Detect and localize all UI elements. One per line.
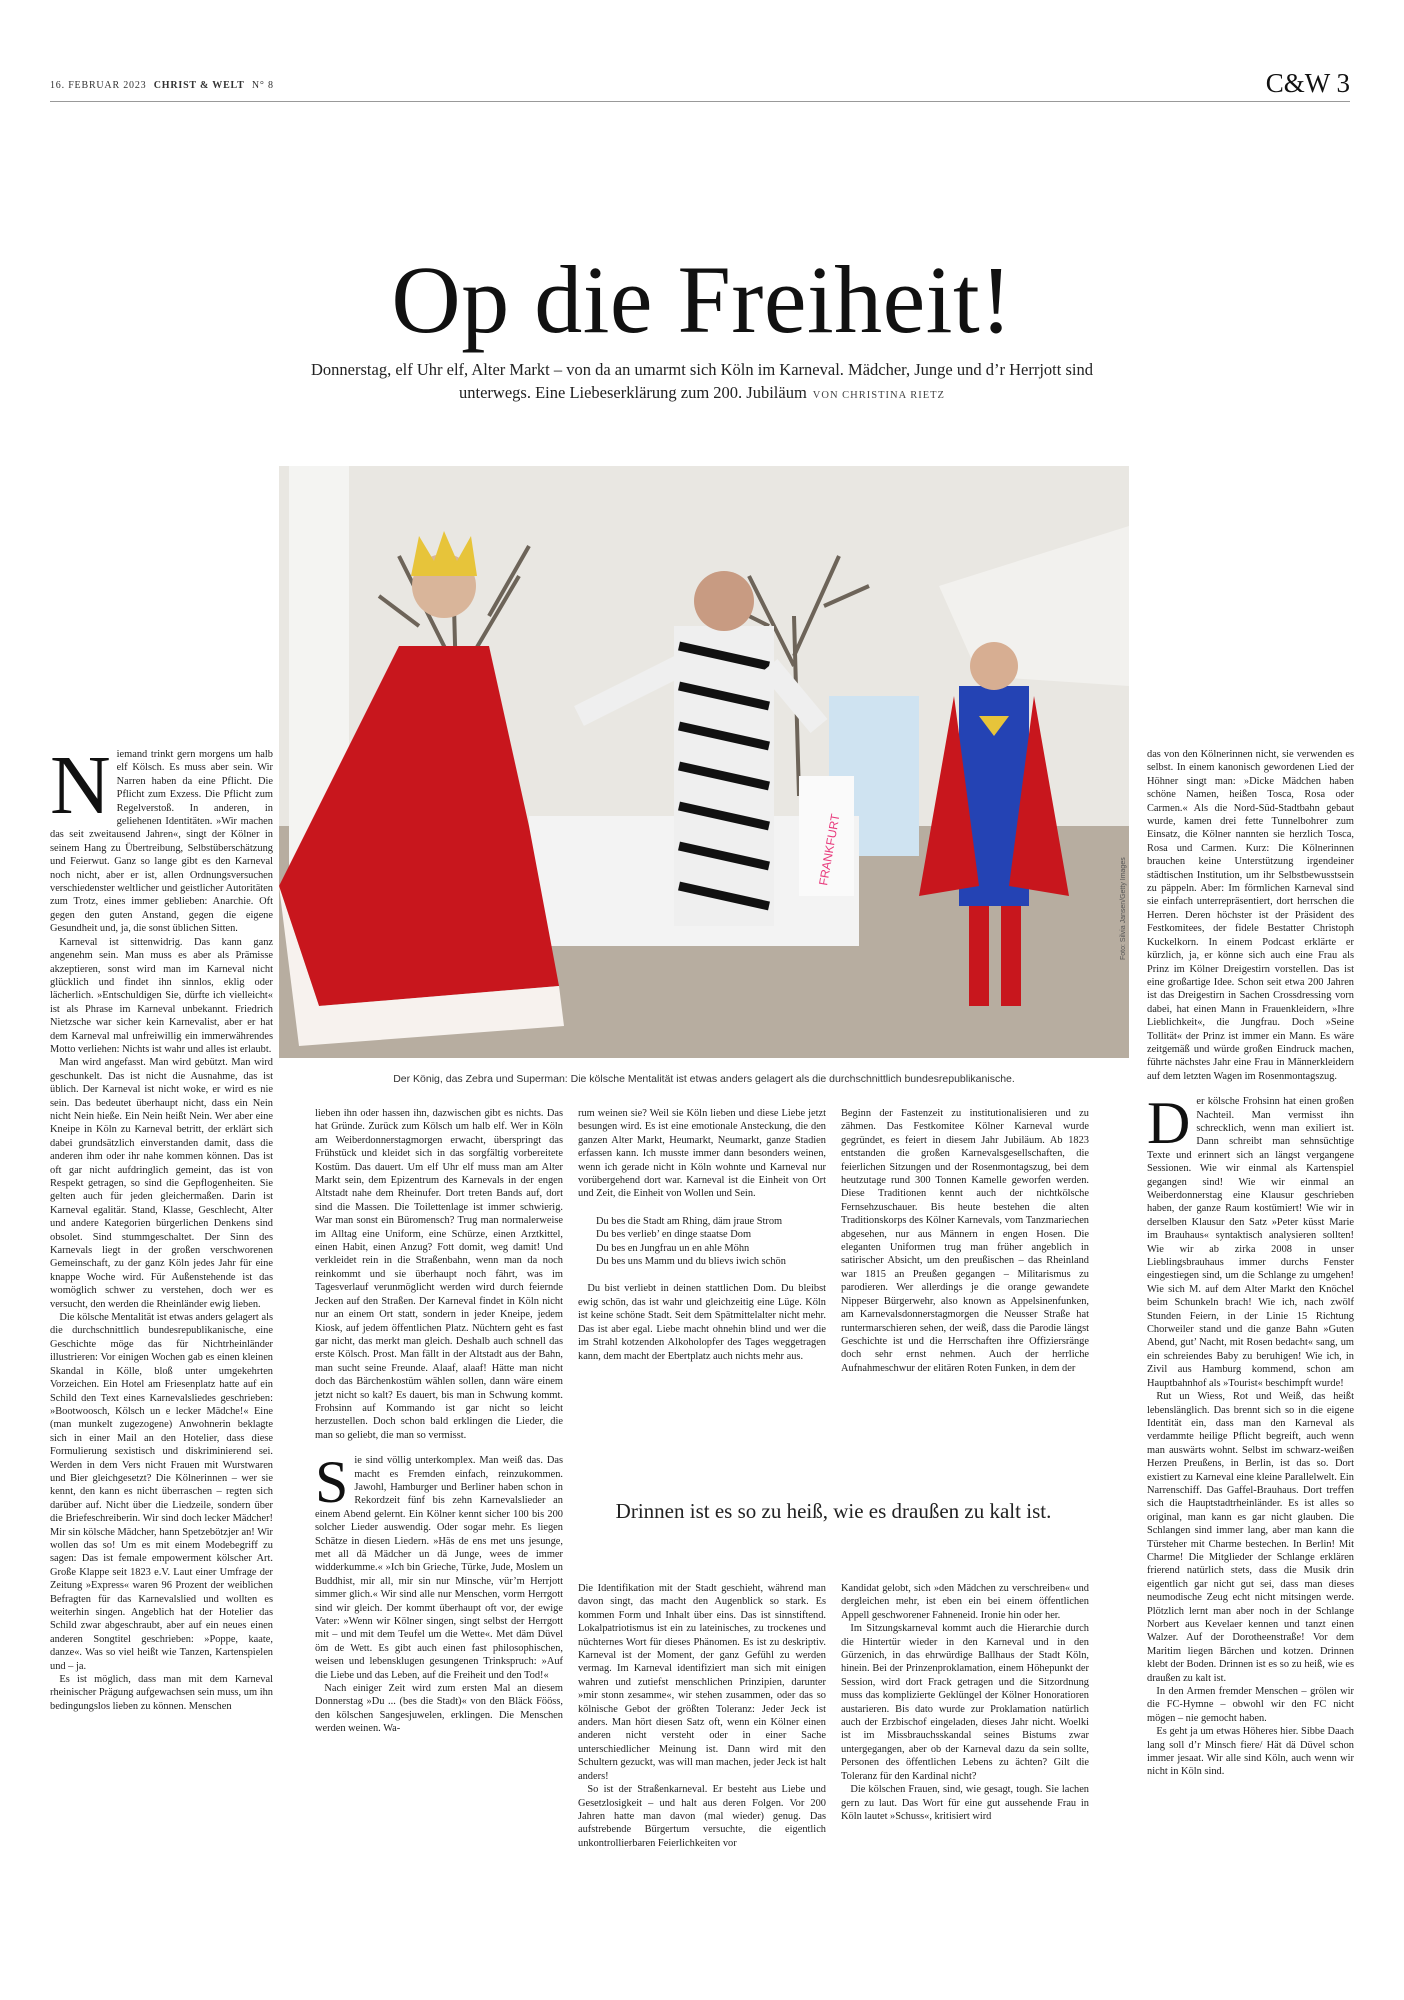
carnival-photo-illustration (279, 466, 1129, 1058)
byline: VON CHRISTINA RIETZ (812, 390, 945, 401)
column-3 (578, 1107, 826, 1482)
column-4 (841, 1107, 1089, 1482)
superman-leg-left (969, 906, 989, 1006)
article-deck (300, 358, 1104, 407)
verse-line: Du bes uns Mamm und du blievs iwich schön (596, 1256, 786, 1268)
paragraph: Die kölsche Mentalität ist etwas anders gelagert als die durchschnittlich bundesrepublikanische, eine Geschichte möge das für Nichtrheinländer illustrieren: Vor einigen Wochen gab es einen kleinen Skandal in Kölle, bloß unter umgekehrten Vorzeichen. Ein Hotel am Friesenplatz hatte auf ein Schild den Text eines Karnevalsliedes geschrieben: »Bootwoosch, Kölsch un e lecker Mädche!« Eine (man munkelt zugezogene) Anwohnerin beklagte sich in einer Mail an den Hotelier, dass diese Formulierung sexistisch und diskriminierend sei. Werden in dem Vers nicht Frauen mit Wurstwaren und Bier gleichgesetzt? Die Kölnerinnen – wer sie kennt, den kann es nicht überraschen – regten sich darüber auf. Nicht über die Liedzeile, sondern über die Briefeschreiberin. Wir sind doch lecker Mädcher! Mir sin kölsche Mädcher, hann Spetzebötzjer an! Wir wollen das so! Um es mit einem Modebegriff zu sagen: Das ist female empowerment kölscher Art. Große Klappe seit 1823 e.V. Laut einer Umfrage der Zeitung »Express« waren 96 Prozent der weiblichen Befragten für das Karnevalslied und wollten es weiterhin singen. Angeblich hat der Hotelier das Schild zwar abgeschraubt, aber auf ein neues einen anderen Songtitel geschrieben: »Poppe, kaate, danze«. Was so viel heißt wie Tanzen, Kartenspielen und – ja. (50, 1312, 273, 1672)
article-headline: Op die Freiheit! (391, 246, 1013, 354)
superman-head (970, 642, 1018, 690)
paragraph: ie sind völlig unterkomplex. Man weiß das. Das macht es Fremden einfach, reinzukommen. Jawohl, Hamburger und Berliner haben schon in Rekordzeit fünf bis zehn Karnevalslieder an einem Abend gelernt. Ein Kölner kennt sicher 100 bis 200 solcher Lieder auswendig. Oder sogar mehr. Es liegen Schätze in diesen Liedern. »Häs de ens met uns jesunge, met all dä Mädcher un dä Junge, wees de immer widderkumme.« »Ich bin Grieche, Türke, Jude, Moslem un Buddhist, mir all, mir sin nur Minsche, vür’m Herrjott simmer glich.« Wir sind alle nur Menschen, vorm Herrgott sind wir gleich. Der kommt überhaupt oft vor, der ewige Vater: »Wenn wir Kölner singen, singt selbst der Herrgott mit – und mit dem Teufel um die Wette«. Met däm Düvel öm de Wett. Es gibt auch einen fast philosophischen, weisen und lebensklugen gesungenen Trinkspruch: »Auf die Liebe und das Leben, auf die Freiheit und den Tod!« (315, 1455, 563, 1681)
column-4-lower (841, 1582, 1089, 1882)
paragraph: In den Armen fremder Menschen – grölen wir die FC-Hymne – obwohl wir den FC nicht mögen – nie gemocht haben. (1147, 1686, 1354, 1724)
paragraph: Im Sitzungskarneval kommt auch die Hierarchie durch die Hintertür wieder in den Karneval und in den Gürzenich, in das ehrwürdige Ballhaus der Stadt Köln, hinein. Bei der Prinzenproklamation, einem Höhepunkt der Session, wird dort Frack getragen und die Sitzordnung muss das komplizierte Geklüngel der Kölner Honoratioren austarieren. Bis dato wurde zur Proklamation natürlich auch der Erzbischof eingeladen, dieses Jahr nicht. Woelki ist im Missbrauchsskandal seines Bistums zwar untergegangen, aber ob der Karneval dazu da sein sollte, Personen des öffentlichen Lebens zu ächten? Gilt die Toleranz für den Kardinal nicht? (841, 1623, 1089, 1782)
paragraph: Kandidat gelobt, sich »den Mädchen zu verschreiben« und dergleichen mehr, ist eben ein bei einem öffentlichen Appell geschworener Fahneneid. Ironie hin oder her. (841, 1583, 1089, 1621)
dropcap-n: N (50, 739, 111, 832)
column-2 (315, 1107, 563, 1877)
issue-number: N° 8 (251, 80, 274, 91)
lead-photo (279, 466, 1129, 1058)
paragraph: das von den Kölnerinnen nicht, sie verwenden es selbst. In einem kanonisch gewordenen Lied der Höhner singt man: »Dicke Mädchen haben schöne Namen, heißen Tosca, Rosa oder Carmen.« Als die Nord-Süd-Stadtbahn gebaut wurde, kamen drei fette Tunnelbohrer zum Einsatz, die Kölner nannten sie herzlich Tosca, Rosa und Carmen. Kurz: Die Kölnerinnen brauchen keine Unterstützung irgendeiner städtischen Institution, um ihr Selbstbewusstsein zu päppeln. Aber: Im förmlichen Karneval sind sie einfach unterrepräsentiert, dort herrschen die Herren. Deren höchster ist der Präsident des Festkomitees, der fidele Bestatter Christoph Kuckelkorn. In einem Podcast erklärte er kürzlich, ja, er könne sich auch eine Frau als Prinz im Kölner Dreigestirn vorstellen. Das ist eine großartige Idee. Schon seit etwa 200 Jahren ist das Dreigestirn in Sachen Crossdressing vorn dabei, hat einen Mann in Frauenkleidern, »Ihre Lieblichkeit«, die Jungfrau. Doch »Seine Tollität« der Prinz ist immer ein Mann. Es wäre zeitgemäß und würde großen Eindruck machen, führte nächstes Jahr eine Frau in Männerkleidern auf dem letzten Wagen im Rosenmontagszug. (1147, 749, 1354, 1082)
pull-quote: Drinnen ist es so zu heiß, wie es draußen zu kalt ist. (615, 1499, 1052, 1523)
zebra-face (694, 571, 754, 631)
paragraph: er kölsche Frohsinn hat einen großen Nachteil. Man vermisst ihn schrecklich, wenn man exiliert ist. Dann schreibt man sehnsüchtige Texte und erinnert sich an längst vergangene Sessionen. Wie wir einmal als Kartenspiel gegangen sind! Wie wir einmal an Weiberdonnerstag eine Klausur geschrieben haben, der ganze Raum kostümiert! Wie wir in derselben Klausur den Satz »Peter küsst Marie im Brauhaus« syntaktisch analysieren sollten! Wie wir ab zirka 2008 in unser Lieblingsbrauhaus immer durchs Fenster eingestiegen sind, um die Schlange zu umgehen! Wie sich M. auf dem Alter Markt den Knöchel beim Schunkeln brach! Wie ich, nach zwölf Stunden Feiern, in der Linie 15 Richtung Chorweiler stand und die ganze Bahn »Guten Abend, gut’ Nacht, mit Rosen bedacht« sang, um ein schreiendes Baby zu beruhigen! Wie ich, in Zivil aus Hamburg kommend, schon am Hauptbahnhof als »Tourist« beschimpft wurde! (1147, 1096, 1354, 1389)
paragraph: Nach einiger Zeit wird zum ersten Mal an diesem Donnerstag »Du ... (bes die Stadt)« von den Bläck Fööss, den kölschen Sangesjuwelen, erklingen. Die Menschen werden weinen. Wa- (315, 1683, 563, 1735)
paragraph: Es geht ja um etwas Höheres hier. Sibbe Daach lang soll d’r Minsch fiere/ Hät dä Düvel schon immer jesaat. Wir alle sind Köln, auch wenn wir nicht in Köln sind. (1147, 1726, 1354, 1778)
paragraph: Man wird angefasst. Man wird gebützt. Man wird geschunkelt. Das ist nicht die Ausnahme, das ist üblich. Der Karneval ist nicht woke, er wird es nie sein. Das bedeutet überhaupt nicht, dass ein Nein nicht Nein hieße. Ein Nein heißt Nein. Wer aber eine Kneipe in Köln zu Karneval betritt, der erklärt sich dabei grundsätzlich einverstanden damit, dass die anderen ihm oder ihr nahe kommen können. Das ist oft gar nicht aufdringlich gemeint, das ist von Respekt getragen, so sind die Gepflogenheiten. Sie gelten auch für jeden gleichermaßen. Darin ist Karneval egalitär. Stand, Klasse, Geschlecht, Alter und andere Kategorien bürgerlichen Denkens sind obsolet. Sind stummgeschaltet. Der Sinn des Karnevals liegt in der großen verschworenen Gemeinschaft, zu der ganz Köln jedes Jahr für eine knappe Woche wird. Für Außenstehende ist das womöglich schwer zu verstehen, doch wer es versucht, den werden die Rheinländer ewig lieben. (50, 1057, 273, 1310)
superman-leg-right (1001, 906, 1021, 1006)
paragraph: Die kölschen Frauen, sind, wie gesagt, tough. Sie lachen gern zu laut. Das Wort für eine gut aussehende Frau in Köln lautet »Schuss«, kritisiert wird (841, 1784, 1089, 1822)
verse-line: Du bes en Jungfrau un en ahle Möhn (596, 1242, 750, 1254)
paragraph: rum weinen sie? Weil sie Köln lieben und diese Liebe jetzt besungen wird. Es ist eine emotionale Ansteckung, die den ganzen Alter Markt, Heumarkt, Neumarkt, ganze Stadien erfassen kann. Ich musste immer dann besonders weinen, wenn ich gerade nicht in Köln wohnte und Karneval nur vorübergehend dort war. Karneval ist die Einheit von Ort und Zeit, die Einheit von Wollen und Sein. (578, 1108, 826, 1200)
page-header (50, 80, 278, 91)
header-rule (50, 101, 1350, 102)
verse-line: Du bes verlieb’ en dinge staatse Dom (596, 1229, 752, 1241)
paragraph: lieben ihn oder hassen ihn, dazwischen gibt es nichts. Das hat Gründe. Zurück zum Kölsch um halb elf. Wer in Köln am Weiberdonnerstagmorgen erwacht, überspringt das Frühstück und kleidet sich in das sorgfältig vorbereitete Kostüm. Das dauert. Um elf Uhr elf muss man am Alter Markt sein, dem Epizentrum des Karnevals in der engen Altstadt nahe dem Rheinufer. Dort treten Bands auf, dort sind die Massen. Die Toilettenlage ist immer schwierig. War man sonst ein Büromensch? Trug man normalerweise im Alltag eine Uniform, eine Schürze, einen Arztkittel, einen Habit, einen Anzug? Fott domit, weg damit! Und verkleidet rein in die Straßenbahn, wenn man da noch reinkommt und sie überhaupt noch fährt, was im Tagesverlauf verunmöglicht werden wird durch feiernde Jecken auf den Straßen. Der Karneval findet in Köln nicht nur an einem Ort statt, sondern in jeder Kneipe, jedem Kiosk, auf jedem öffentlichen Platz. Nüchtern geht es fast gar nicht, das merkt man gleich. Deshalb auch schnell das erste Kölsch. Prost. Man fällt in der Altstadt aus der Bahn, man sucht seine Freunde. Alaaf, alaaf! Hätte man nicht doch das Bärchenkostüm wählen sollen, dann wäre einem jetzt nicht so kalt? Es dauert, bis man in Schwung kommt. Frohsinn auf Kommando ist gar nicht so leicht herzustellen. Doch schon bald erklingen die Lieder, die man so geliebt, die man so vermisst. (315, 1108, 563, 1441)
paragraph: Die Identifikation mit der Stadt geschieht, während man davon singt, das macht den Augenblick so stark. Es kommen Form und Inhalt über eins. Das ist sinnstiftend. Lokalpatriotismus ist ein zu lateinisches, zu trockenes und nüchternes Wort für dieses Phänomen. Es ist zu deskriptiv. Karneval ist der Moment, der ganz Gefühl zu werden vermag. Im Karneval identifiziert man sich mit einigen wahren und zutiefst menschlichen Prinzipien, darunter »mir stonn zesamme«, wir stehen zusammen, oder das so kölnische Gebot der größten Toleranz: Jeder Jeck ist anders. Man hört diesen Satz oft, wenn ein Kölner einen anderen nicht versteht oder in einer Sache unterschiedlicher Meinung ist. Dann wird mit den Schultern gezuckt, was will man machen, jeder Jeck ist halt anders! (578, 1583, 826, 1782)
paragraph: Karneval ist sittenwidrig. Das kann ganz angenehm sein. Man muss es aber als Prämisse akzeptieren, sonst wird man im Karneval nicht glücklich und findet ihn sinnlos, eklig oder lächerlich. »Entschuldigen Sie, dürfte ich vielleicht« ist als Phrase im Karneval unbekannt. Friedrich Nietzsche war sicher kein Karnevalist, aber er hat dem Karneval mal unfreiwillig ein immerwährendes Motto verliehen: Nichts ist wahr und alles ist erlaubt. (50, 936, 273, 1055)
verse-line: Du bes die Stadt am Rhing, däm jraue Strom (596, 1215, 783, 1227)
song-verse (596, 1215, 826, 1269)
photo-caption: Der König, das Zebra und Superman: Die kölsche Mentalität ist etwas anders gelagert als die durchschnittlich bundesrepublikanische. (393, 1073, 1015, 1085)
paragraph: Rut un Wiess, Rot und Weiß, das heißt lebenslänglich. Das brennt sich so in die eigene Identität ein, dass man den Karneval als verdammte heilige Pflicht begreift, auch wenn man auswärts wohnt. Selbst im schwarz-weißen Herzen Preußens, in Berlin, ist das so. Dort existiert zu Karneval eine kleine Parallelwelt. Ein Narrenschiff. Das Gaffel-Brauhaus. Dort treffen sich die Hauptstadtrheinländer. Es ist alles so original, man kann es gar nicht glauben. Die Schlangen sind immer lang, aber man kann die Türsteher mit Charme bestechen. In Berlin! Mit Charme! Die Mitglieder der Schlange erklären frierend natürlich stets, dass die Musik drin eigentlich gar nicht gut sei, dass man dieses neumodische Zeug echt nicht mitsingen werde. Plötzlich lernt man aber noch in der Schlange Norbert aus Kevelaer kennen und tanzt einen Walzer. Auf der Dorotheenstraße! Vor dem Maritim liegen Bärchen und kotzen. Drinnen klebt der Boden. Drinnen ist es so zu heiß, wie es draußen zu kalt ist. (1147, 1391, 1354, 1684)
issue-date: 16. FEBRUAR 2023 (50, 80, 147, 91)
paragraph: Beginn der Fastenzeit zu institutionalisieren und zu zähmen. Das Festkomitee Kölner Karneval wurde gegründet, es feiert in diesem Jahr Jubiläum. Ab 1823 entstanden die großen Karnevalsgesellschaften, die feierlichen Sitzungen und der Rosenmontagszug, bei dem heutzutage rund 300 Tonnen Kamelle geworfen werden. Diese Traditionen kennt auch der nichtkölsche Fernsehzuschauer. Bis heute bestehen die alten Traditionskorps des Kölner Karnevals, vom Tanzmariechen abgesehen, nur aus Männern in engen Hosen. Die eleganten Uniformen trug man früher angeblich in satirischer Absicht, um den preußischen – das Rheinland war 1815 an Preußen gegangen – Militarismus zu parodieren. Wer allerdings je die orange gewandete Nippeser Bürgerwehr, also known as Appelsinenfunken, am Karnevalsdonnerstagmorgen die Neusser Straße hat runtermarschieren sehen, der weiß, dass die Parodie längst Geschichte ist und die Herrschaften ihre Offiziersränge doch sehr ernst nehmen. Auch der herrliche Aufnahmeschwur der elitären Roten Funken, in dem der (841, 1108, 1089, 1374)
paragraph: Es ist möglich, dass man mit dem Karneval rheinischer Prägung aufgewachsen sein muss, um ihn bedingungslos lieben zu können. Menschen (50, 1674, 273, 1712)
paragraph: iemand trinkt gern morgens um halb elf Kölsch. Es muss aber sein. Wir Narren haben da eine Pflicht. Die Pflicht zum Exzess. Die Pflicht zum Regelverstoß. In anderen, in geliehenen Identitäten. »Wir machen das seit zweitausend Jahren«, singt der Kölner in seinem Hang zu Übertreibung, Selbstüberschätzung und Feierwut. Ganz so lange gibt es den Karneval noch nicht, aber er ist, allen Ordnungsversuchen verschiedenster weltlicher und geistlicher Autoritäten zum Trotz, eines immer geblieben: Anarchie. Oft gegen den guten Anstand, gegen die eigene Gesundheit und, ja, die sonst üblichen Sitten. (50, 749, 273, 935)
photo-credit: Foto: Silvia Jansen/Getty Images (1120, 857, 1127, 960)
dropcap-s: S (315, 1449, 349, 1516)
paragraph: Du bist verliebt in deinen stattlichen Dom. Du bleibst ewig schön, das ist wahr und gleichzeitig eine Lüge. Köln ist keine schöne Stadt. Seit dem Spätmittelalter nicht mehr. Das ist aber egal. Liebe macht ohnehin blind und wer die im Strahl kotzenden Alkoholopfer des Tages weggetragen kann, dem macht der Ebertplatz auch nichts mehr aus. (578, 1283, 826, 1362)
column-5 (1147, 748, 1354, 1878)
section-page-mark: C&W 3 (1265, 68, 1350, 98)
paragraph: So ist der Straßenkarneval. Er besteht aus Liebe und Gesetzlosigkeit – und halt aus deren Folgen. Vor 200 Jahren hatte man davon (mal wieder) genug. Das aufstrebende Bürgertum versuchte, die eigentlich unkontrollierbaren Feierlichkeiten vor (578, 1784, 826, 1849)
section-break (315, 1442, 563, 1454)
deck-text: Donnerstag, elf Uhr elf, Alter Markt – von da an umarmt sich Köln im Karneval. Mädcher, Junge und d’r Herrjott sind unterwegs. Eine Liebeserklärung zum 200. Jubiläum (311, 360, 1093, 402)
dropcap-d: D (1147, 1090, 1191, 1157)
column-3-lower (578, 1582, 826, 1882)
column-1 (50, 739, 273, 1878)
tote-bag-text: FRANKFURT (816, 812, 843, 887)
paper-name: CHRIST & WELT (153, 80, 245, 91)
